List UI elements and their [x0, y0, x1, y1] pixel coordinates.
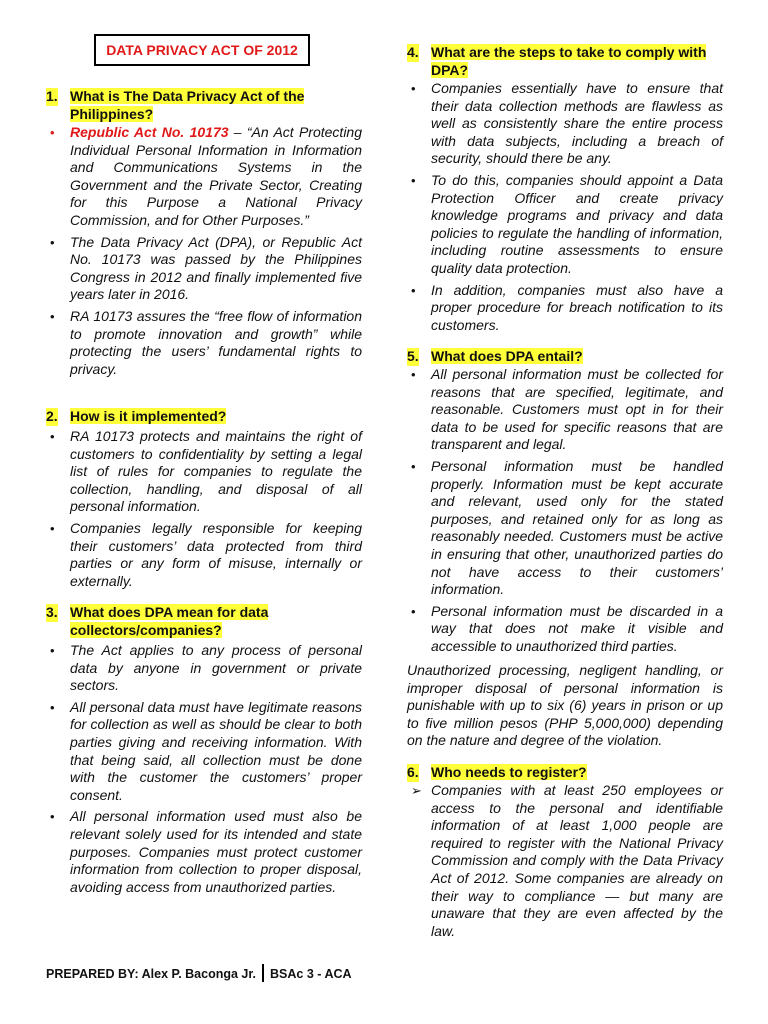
question-3: 3. What does DPA mean for data collectors/companies? [46, 604, 269, 638]
list-item: • All personal data must have legitimate reasons for collection as well as should be clear to both parties giving and receiving information. With that being said, all collection must be done with the customer the customers’ proper consent. [50, 698, 362, 803]
answer-list-3 [46, 642, 362, 900]
question-6: 6. Who needs to register? [407, 764, 587, 780]
question-1: 1. What is The Data Privacy Act of the Philippines? [46, 88, 305, 122]
answer-list-6 [407, 782, 723, 944]
list-item: • To do this, companies should appoint a Data Protection Officer and create privacy knowledge programs and privacy and data policies to regulate the handling of information, including routine assessments to ensure quality data protection. [411, 171, 723, 276]
list-item: • Companies essentially have to ensure that their data collection methods are flawless as well as consistently share the entire process with data subjects, including a breach of security, should there be any. [411, 80, 723, 167]
prepared-by: PREPARED BY: Alex P. Baconga Jr. [46, 967, 257, 981]
list-item: • Personal information must be handled properly. Information must be kept accurate and relevant, used only for the stated purposes, and retained only for as long as reasonably needed. Customers must be active in ensuring that other, unauthorized parties do not have access to their customers’ information. [411, 457, 723, 598]
list-item: • Personal information must be discarded in a way that does not make it visible and accessible to unauthorized third parties. [411, 602, 723, 654]
answer-list-4 [407, 80, 723, 338]
question-4: 4. What are the steps to take to comply with DPA? [407, 44, 707, 78]
list-item: • All personal information used must also be relevant solely used for its intended and state purposes. Companies must protect customer information from collection to proper disposal, avoiding access from unauthorized parties. [50, 808, 362, 895]
question-5: 5. What does DPA entail? [407, 348, 583, 364]
answer-list-2 [46, 428, 362, 594]
list-item: • The Data Privacy Act (DPA), or Republic Act No. 10173 was passed by the Philippines Congress in 2012 and finally implemented five years later in 2016. [50, 233, 362, 303]
question-number: 1. [46, 88, 58, 104]
footer [46, 964, 352, 982]
list-item: • All personal information must be collected for reasons that are specified, legitimate, and reasonable. Customers must opt in for their data to be used for specific reasons that are transparent and legal. [411, 366, 723, 453]
list-item: • The Act applies to any process of personal data by anyone in government or private sectors. [50, 642, 362, 694]
list-item: ➢ Companies with at least 250 employees or access to the personal and identifiable information of at least 1,000 people are required to register with the National Privacy Commission and comply with the Data Privacy Act of 2012. Some companies are already on their way to compliance — but many are unaware that they are even affected by the law. [411, 782, 723, 939]
document-title: DATA PRIVACY ACT OF 2012 [94, 34, 310, 66]
list-item: • Republic Act No. 10173 – “An Act Protecting Individual Personal Information in Information and Communications Systems in the Government and the Private Sector, Creating for this Purpose a National Privacy Commission, and for Other Purposes.” [50, 124, 362, 228]
penalty-paragraph: Unauthorized processing, negligent handling, or improper disposal of personal information is punishable with up to six (6) years in prison or up to five million pesos (PHP 5,000,000) depending on the nature and degree of the violation. [407, 662, 723, 749]
list-item: • RA 10173 protects and maintains the right of customers to confidentiality by setting a legal list of rules for companies to regulate the collection, handling, and disposal of all personal information. [50, 428, 362, 515]
question-2: 2. How is it implemented? [46, 408, 227, 424]
course-label: BSAc 3 - ACA [270, 967, 352, 981]
answer-list-1 [46, 124, 362, 382]
list-item: • In addition, companies must also have a proper procedure for breach notification to its customers. [411, 281, 723, 333]
list-item: • RA 10173 assures the “free flow of information to promote innovation and growth” while protecting the users’ fundamental rights to privacy. [50, 307, 362, 377]
footer-separator [262, 964, 264, 982]
answer-list-5 [407, 366, 723, 660]
list-item: • Companies legally responsible for keeping their customers’ data protected from third parties or any form of misuse, internally or externally. [50, 519, 362, 589]
